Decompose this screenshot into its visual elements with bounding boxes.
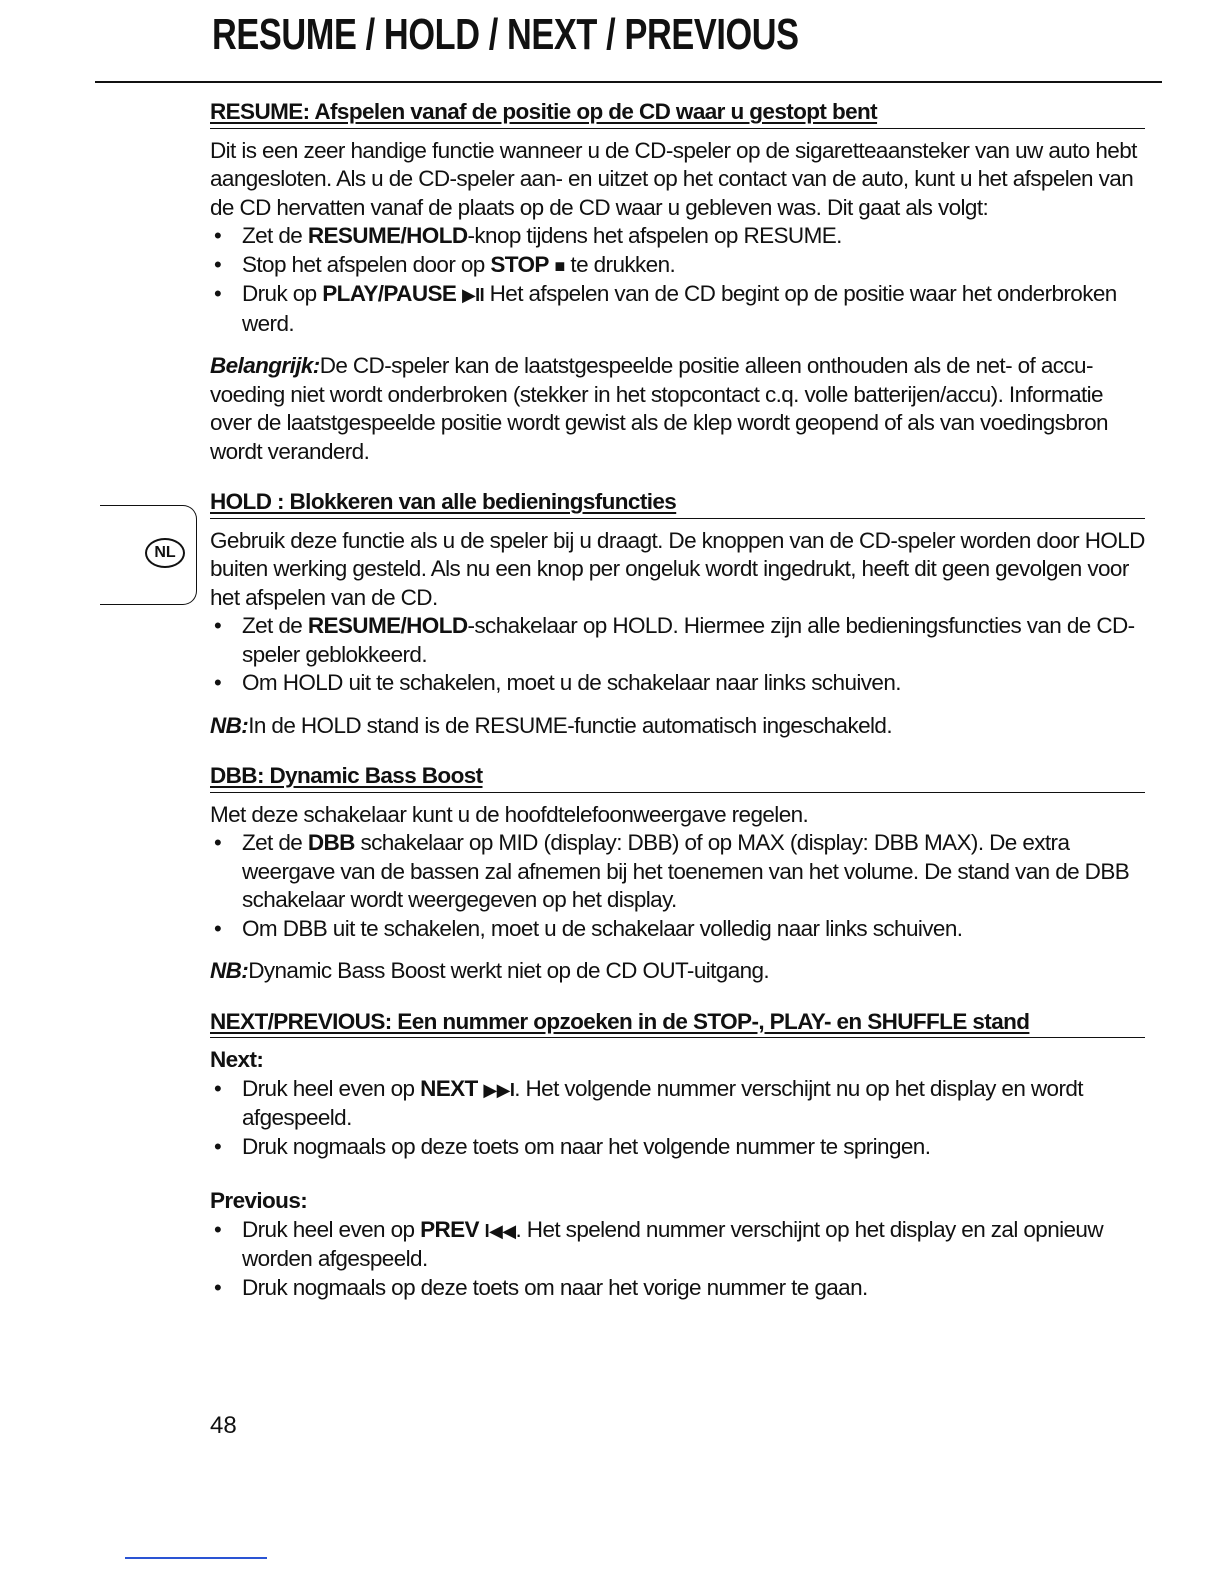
resume-steps — [210, 222, 1145, 338]
stop-icon: ■ — [554, 255, 565, 276]
dbb-section — [210, 762, 1145, 986]
resume-note: Belangrijk:De CD-speler kan de laatstgespeelde positie alleen onthouden als de net- of accu-voeding niet wordt onderbroken (stekker in het stopcontact c.q. volle batterijen/accu). Informatie over de laatstgespeelde positie wordt gewist als de klep wordt geopend of als van voedingsbron wordt veranderd. — [210, 353, 1108, 464]
dbb-intro: Met deze schakelaar kunt u de hoofdtelefoonweergave regelen. — [210, 801, 809, 827]
dbb-note: NB:Dynamic Bass Boost werkt niet op de CD OUT-uitgang. — [210, 958, 770, 983]
list-item: • Druk nogmaals op deze toets om naar het vorige nummer te gaan. — [210, 1274, 1145, 1303]
dbb-steps — [210, 829, 1145, 943]
list-item: • Om HOLD uit te schakelen, moet u de schakelaar naar links schuiven. — [210, 669, 1145, 698]
list-item: • Zet de DBB schakelaar op MID (display: DBB) of op MAX (display: DBB MAX). De extra weergave van de bassen zal afnemen bij het toenemen van het volume. De stand van de DBB schakelaar wordt weergegeven op het display. — [210, 829, 1145, 915]
list-item: • Druk heel even op PREV I◀◀. Het spelend nummer verschijnt op het display en zal opnieuw worden afgespeeld. — [210, 1216, 1145, 1274]
page-title: RESUME / HOLD / NEXT / PREVIOUS — [212, 10, 799, 59]
previous-steps — [210, 1216, 1145, 1303]
next-subheading: Next: — [210, 1047, 264, 1072]
hold-note: NB:In de HOLD stand is de RESUME-functie automatisch ingeschakeld. — [210, 712, 892, 738]
list-item: • Stop het afspelen door op STOP ■ te drukken. — [210, 251, 1145, 281]
nextprev-section — [210, 1008, 1145, 1303]
play-pause-icon: ▶II — [461, 285, 484, 305]
list-item: • Druk nogmaals op deze toets om naar het volgende nummer te springen. — [210, 1133, 1145, 1162]
resume-intro: Dit is een zeer handige functie wanneer u de CD-speler op de sigaretteaansteker van uw auto hebt aangesloten. Als u de CD-speler aan- en uitzet op het contact van de auto, kunt u het afspelen van de CD hervatten vanaf de plaats op de CD waar u gebleven was. Dit gaat als volgt: — [210, 137, 1137, 220]
bottom-divider — [125, 1557, 267, 1559]
page-number: 48 — [210, 1412, 237, 1439]
hold-steps — [210, 612, 1145, 698]
title-divider — [95, 81, 1162, 83]
hold-heading: HOLD : Blokkeren van alle bedieningsfuncties — [210, 488, 1145, 519]
manual-content — [210, 98, 1145, 1324]
list-item: • Zet de RESUME/HOLD-knop tijdens het afspelen op RESUME. — [210, 222, 1145, 251]
dbb-heading: DBB: Dynamic Bass Boost — [210, 762, 1145, 793]
language-tab — [100, 505, 197, 605]
next-steps — [210, 1075, 1145, 1162]
hold-section — [210, 488, 1145, 740]
list-item: • Druk op PLAY/PAUSE ▶II Het afspelen van de CD begint op de positie waar het onderbroken werd. — [210, 280, 1145, 338]
resume-section — [210, 98, 1145, 466]
previous-subheading: Previous: — [210, 1188, 308, 1213]
language-badge: NL — [145, 538, 185, 568]
list-item: • Om DBB uit te schakelen, moet u de schakelaar volledig naar links schuiven. — [210, 915, 1145, 944]
hold-intro: Gebruik deze functie als u de speler bij u draagt. De knoppen van de CD-speler worden door HOLD buiten werking gesteld. Als nu een knop per ongeluk wordt ingedrukt, heeft dit geen gevolgen voor het afspelen van de CD. — [210, 527, 1145, 610]
list-item: • Zet de RESUME/HOLD-schakelaar op HOLD. Hiermee zijn alle bedieningsfuncties van de CD-speler geblokkeerd. — [210, 612, 1145, 669]
next-track-icon: ▶▶I — [483, 1079, 515, 1100]
resume-heading: RESUME: Afspelen vanaf de positie op de CD waar u gestopt bent — [210, 98, 1145, 129]
list-item: • Druk heel even op NEXT ▶▶I. Het volgende nummer verschijnt nu op het display en wordt afgespeeld. — [210, 1075, 1145, 1133]
previous-track-icon: I◀◀ — [484, 1220, 516, 1241]
nextprev-heading: NEXT/PREVIOUS: Een nummer opzoeken in de STOP-, PLAY- en SHUFFLE stand — [210, 1008, 1145, 1039]
